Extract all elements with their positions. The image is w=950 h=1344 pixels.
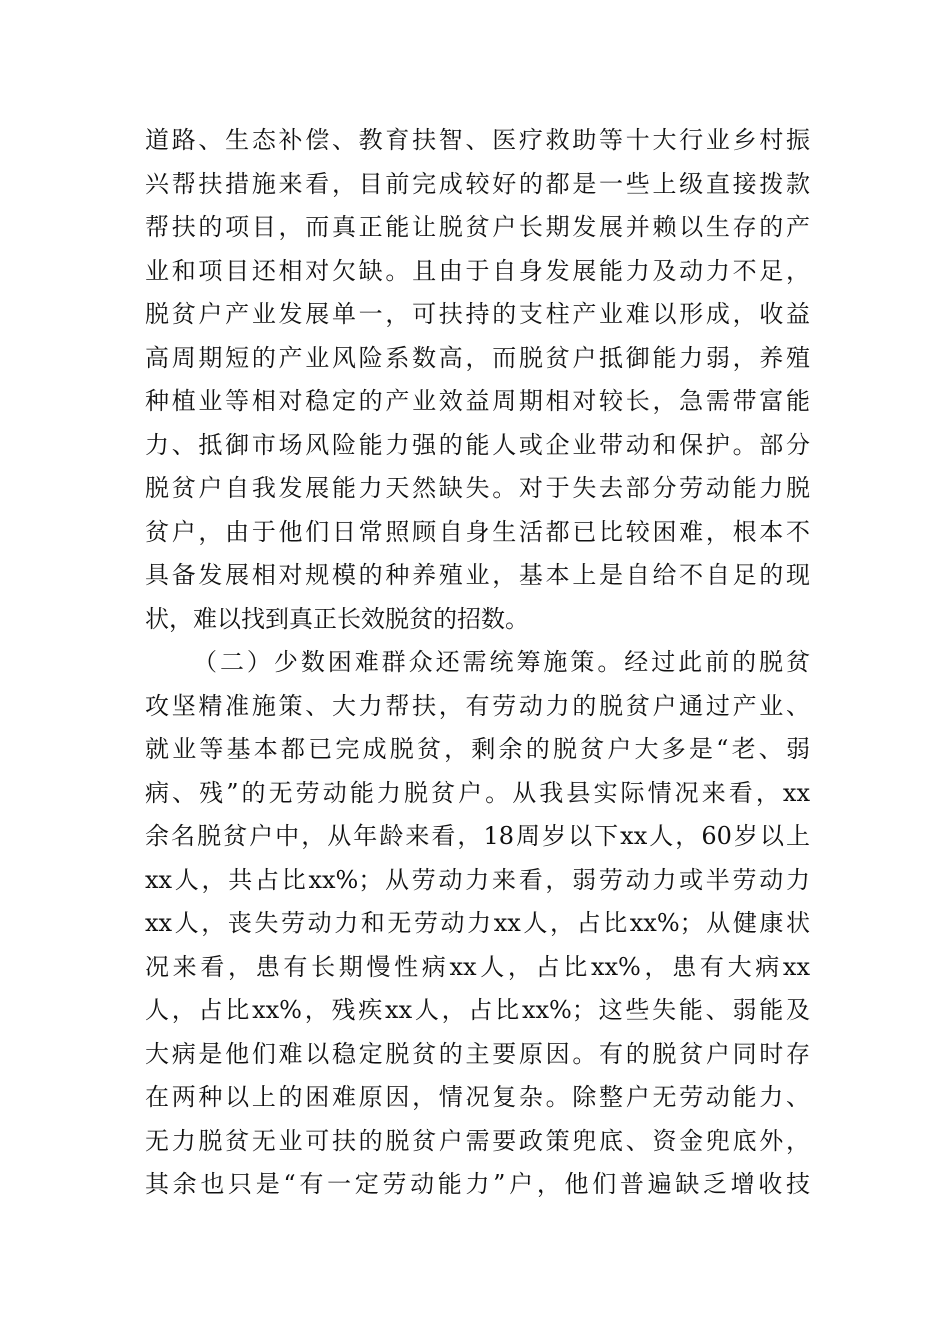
text-line: 帮扶的项目，而真正能让脱贫户长期发展并赖以生存的产 (145, 213, 810, 241)
text-line: xx人，丧失劳动力和无劳动力xx人，占比xx%；从健康状 (145, 909, 810, 937)
text-line: 无力脱贫无业可扶的脱贫户需要政策兜底、资金兜底外， (145, 1126, 810, 1155)
text-line: 具备发展相对规模的种养殖业，基本上是自给不自足的现 (145, 561, 810, 589)
text-line: 余名脱贫户中，从年龄来看，18周岁以下xx人，60岁以上 (145, 822, 810, 850)
text-line: 脱贫户自我发展能力天然缺失。对于失去部分劳动能力脱 (145, 474, 810, 502)
text-line: 况来看，患有长期慢性病xx人，占比xx%，患有大病xx (145, 952, 810, 981)
text-line: 种植业等相对稳定的产业效益周期相对较长，急需带富能 (145, 387, 810, 415)
text-line: 脱贫户产业发展单一，可扶持的支柱产业难以形成，收益 (145, 300, 810, 328)
text-line: xx人，共占比xx%；从劳动力来看，弱劳动力或半劳动力 (145, 865, 810, 894)
section-heading-line: （二）少数困难群众还需统筹施策。经过此前的脱贫 (193, 648, 810, 676)
text-line: 高周期短的产业风险系数高，而脱贫户抵御能力弱，养殖 (145, 343, 810, 372)
text-line: 兴帮扶措施来看，目前完成较好的都是一些上级直接拨款 (145, 169, 810, 198)
text-line: 业和项目还相对欠缺。且由于自身发展能力及动力不足， (145, 256, 810, 285)
text-line: 病、残”的无劳动能力脱贫户。从我县实际情况来看，xx (145, 778, 810, 807)
text-line: 贫户，由于他们日常照顾自身生活都已比较困难，根本不 (145, 517, 810, 546)
text-line: 人，占比xx%，残疾xx人，占比xx%；这些失能、弱能及 (145, 996, 810, 1024)
paragraph-end-line: 状，难以找到真正长效脱贫的招数。 (145, 604, 529, 633)
text-line: 力、抵御市场风险能力强的能人或企业带动和保护。部分 (145, 430, 810, 459)
text-line: 大病是他们难以稳定脱贫的主要原因。有的脱贫户同时存 (145, 1039, 810, 1068)
body-text (145, 119, 810, 1207)
text-line: 攻坚精准施策、大力帮扶，有劳动力的脱贫户通过产业、 (145, 691, 810, 720)
text-line: 其余也只是“有一定劳动能力”户，他们普遍缺乏增收技 (145, 1170, 810, 1198)
text-line: 在两种以上的困难原因，情况复杂。除整户无劳动能力、 (145, 1083, 810, 1111)
text-line: 就业等基本都已完成脱贫，剩余的脱贫户大多是“老、弱 (145, 735, 810, 763)
text-line: 道路、生态补偿、教育扶智、医疗救助等十大行业乡村振 (145, 126, 810, 154)
